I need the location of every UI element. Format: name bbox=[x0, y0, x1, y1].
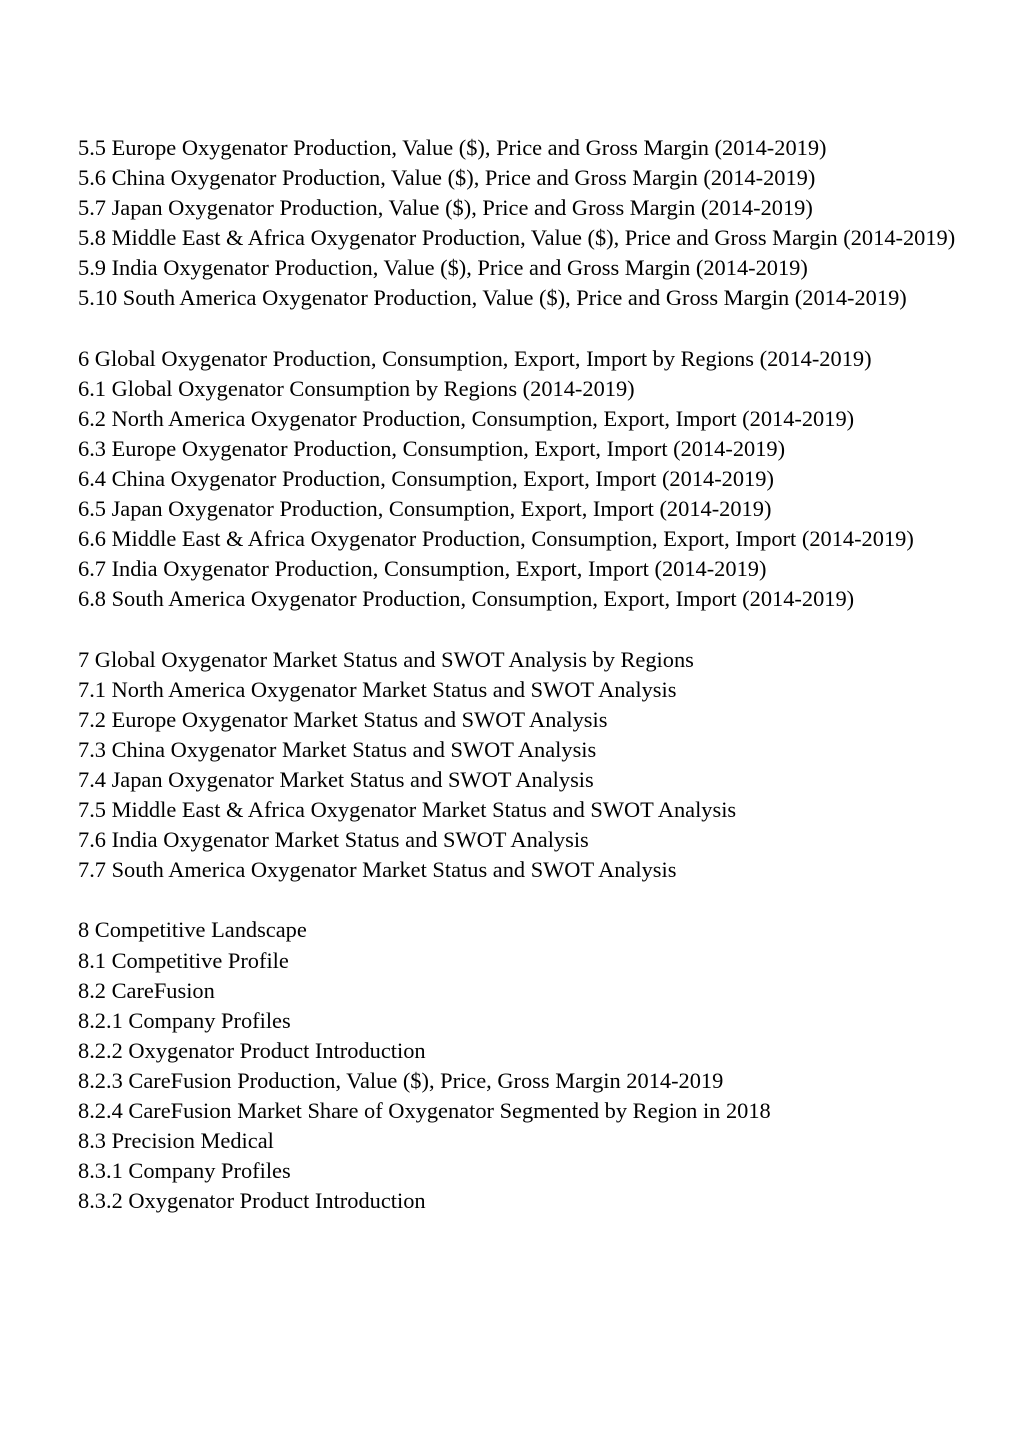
toc-entry-8-2: 8.2 CareFusion bbox=[78, 977, 215, 1003]
toc-entry-8-3: 8.3 Precision Medical bbox=[78, 1128, 274, 1154]
toc-entry-8-1: 8.1 Competitive Profile bbox=[78, 947, 289, 973]
toc-entry-6-8: 6.8 South America Oxygenator Production, Consumption, Export, Import (2014-2019) bbox=[78, 586, 855, 612]
section-5-continued bbox=[78, 133, 958, 314]
toc-entry-6-4: 6.4 China Oxygenator Production, Consumption, Export, Import (2014-2019) bbox=[78, 466, 774, 492]
toc-entry-5-6: 5.6 China Oxygenator Production, Value ($), Price and Gross Margin (2014-2019) bbox=[78, 165, 816, 191]
toc-entry-6-2: 6.2 North America Oxygenator Production, Consumption, Export, Import (2014-2019) bbox=[78, 405, 855, 431]
toc-entry-8-2-3: 8.2.3 CareFusion Production, Value ($), Price, Gross Margin 2014-2019 bbox=[78, 1067, 724, 1093]
toc-entry-5-8: 5.8 Middle East & Africa Oxygenator Production, Value ($), Price and Gross Margin (2014-2019) bbox=[78, 225, 956, 251]
toc-entry-5-5: 5.5 Europe Oxygenator Production, Value ($), Price and Gross Margin (2014-2019) bbox=[78, 135, 827, 160]
document-page bbox=[78, 133, 958, 1216]
toc-entry-5-9: 5.9 India Oxygenator Production, Value ($), Price and Gross Margin (2014-2019) bbox=[78, 255, 808, 281]
toc-entry-7-7: 7.7 South America Oxygenator Market Status and SWOT Analysis bbox=[78, 857, 677, 883]
section-8 bbox=[78, 915, 958, 1216]
toc-entry-6-1: 6.1 Global Oxygenator Consumption by Regions (2014-2019) bbox=[78, 375, 635, 401]
toc-entry-6-5: 6.5 Japan Oxygenator Production, Consumption, Export, Import (2014-2019) bbox=[78, 496, 772, 522]
toc-entry-6-6: 6.6 Middle East & Africa Oxygenator Production, Consumption, Export, Import (2014-2019) bbox=[78, 526, 914, 552]
toc-entry-6-3: 6.3 Europe Oxygenator Production, Consumption, Export, Import (2014-2019) bbox=[78, 435, 786, 461]
toc-entry-7-3: 7.3 China Oxygenator Market Status and SWOT Analysis bbox=[78, 736, 597, 762]
toc-heading-6: 6 Global Oxygenator Production, Consumption, Export, Import by Regions (2014-2019) bbox=[78, 345, 872, 371]
toc-entry-7-5: 7.5 Middle East & Africa Oxygenator Market Status and SWOT Analysis bbox=[78, 797, 737, 823]
toc-entry-7-6: 7.6 India Oxygenator Market Status and SWOT Analysis bbox=[78, 827, 589, 853]
toc-entry-7-1: 7.1 North America Oxygenator Market Status and SWOT Analysis bbox=[78, 676, 677, 702]
toc-entry-8-2-2: 8.2.2 Oxygenator Product Introduction bbox=[78, 1037, 426, 1063]
toc-entry-8-2-1: 8.2.1 Company Profiles bbox=[78, 1007, 291, 1033]
toc-entry-6-7: 6.7 India Oxygenator Production, Consumption, Export, Import (2014-2019) bbox=[78, 556, 767, 582]
toc-heading-8: 8 Competitive Landscape bbox=[78, 917, 307, 943]
toc-entry-8-3-1: 8.3.1 Company Profiles bbox=[78, 1158, 291, 1184]
toc-heading-7: 7 Global Oxygenator Market Status and SWOT Analysis by Regions bbox=[78, 646, 694, 672]
toc-entry-8-2-4: 8.2.4 CareFusion Market Share of Oxygenator Segmented by Region in 2018 bbox=[78, 1098, 771, 1123]
toc-entry-7-2: 7.2 Europe Oxygenator Market Status and SWOT Analysis bbox=[78, 706, 608, 732]
toc-entry-7-4: 7.4 Japan Oxygenator Market Status and SWOT Analysis bbox=[78, 766, 594, 792]
toc-entry-8-3-2: 8.3.2 Oxygenator Product Introduction bbox=[78, 1188, 426, 1214]
toc-entry-5-7: 5.7 Japan Oxygenator Production, Value ($), Price and Gross Margin (2014-2019) bbox=[78, 195, 813, 221]
section-6 bbox=[78, 344, 958, 615]
toc-entry-5-10: 5.10 South America Oxygenator Production, Value ($), Price and Gross Margin (2014-2019) bbox=[78, 285, 907, 311]
section-7 bbox=[78, 645, 958, 886]
